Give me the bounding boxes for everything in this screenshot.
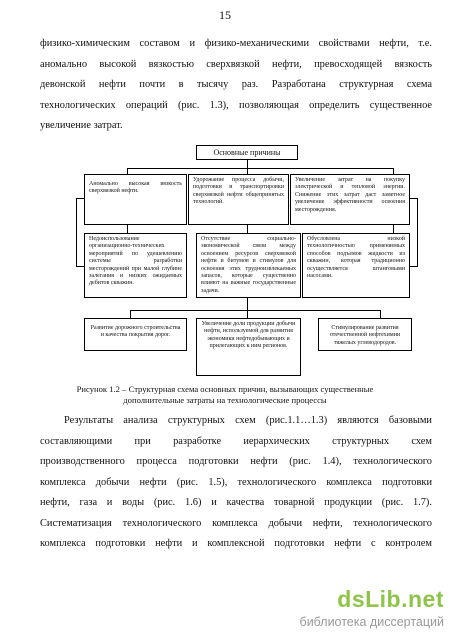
watermark-brand[interactable]: dsLib.net [337,586,444,612]
connector [247,159,248,168]
cause-box: Отсутствие социально-экономической связи между освоением ресурсов сверхвязкой нефти и битумов и стимулов для освоения этих трудноизвлекаемых запасов, которые существенно влияют на важные государственные задачи. [196,233,301,298]
body-line: Результаты анализа структурных схем (рис.1.1…1.3) являются базовыми [64,415,432,426]
connector [410,266,418,267]
page-number: 15 [219,8,231,22]
connector [380,310,381,318]
watermark[interactable] [254,586,444,632]
cause-box: Увеличение затрат на покупку электрической и тепловой энергии. Снижение этих затрат даст заметное увеличение эффективности освоения месторождения. [290,174,410,225]
cause-box: Недоиспользование организационно-технических мероприятий по удешевлению системы разработки месторождений при малой глубине залегания и низких ожидаемых дебитов скважин. [84,233,187,298]
cause-box: Удорожание процесса добычи, подготовки и транспортировки сверхвязкой нефти общепринятых технологий. [188,174,289,225]
intro-line: увеличение затрат. [40,120,123,131]
body-paragraph [40,411,432,555]
body-line: нефти, газа и воды (рис. 1.6) и качества товарной продукции (рис. 1.7). [40,497,432,508]
intro-line: физико-химическим составом и физико-механическими свойствами нефти, т.е. [40,38,432,49]
connector [127,168,394,169]
effect-box: Стимулирование развития отечественной нефтехимии тяжелых углеводородов. [318,318,412,351]
effect-box: Увеличение доли продукции добычи нефти, используемой для развития экономики нефтедобывающих и прилегающих к ним регионов. [196,318,301,376]
body-line: составляющими при разработке иерархических структурных схем [40,435,432,447]
connector [76,266,84,267]
connector [393,225,394,233]
connector [127,225,128,233]
body-line: комплекса подготовки нефти и комплексной подготовки нефти с контролем [40,538,432,549]
intro-line: девонской нефти почти в тысячу раз. Разработана структурная схема [40,79,432,90]
connector [130,310,131,318]
connector [417,198,418,266]
body-line: производственного процесса подготовки нефти (рис. 1.4), технологического [40,456,432,467]
body-line: комплекса добычи нефти (рис. 1.5), технологического комплекса подготовки [40,476,432,488]
watermark-tagline: библиотека диссертаций [299,615,444,629]
intro-line: технологических операций (рис. 1.3), позволяющая определить существенное [40,99,432,111]
connector [76,198,84,199]
diagram-title-box: Основные причины [196,145,298,160]
connector [247,225,248,233]
caption-line: дополнительные затраты на технологические процессы [123,395,327,405]
caption-line: Рисунок 1.2 – Структурная схема основных причин, вызывающих существенные [76,384,374,394]
body-line: Систематизация технологического комплекса добычи нефти, технологического [40,517,432,529]
connector [76,198,77,266]
connector [410,198,418,199]
effect-box: Развитие дорожного строительства и качества покрытия дорог. [84,318,187,351]
intro-paragraph [40,34,432,137]
cause-box: Обусловлена низкой технологичностью применяемых способов подъемов жидкости из скважин, которая традиционно осуществляется штанговыми насосами. [302,233,410,298]
cause-box: Аномально высокая вязкость сверхвязкой нефти. [84,174,187,225]
connector [130,310,380,311]
intro-line: аномально высокой вязкостью сверхвязкой нефти, превосходящей вязкость [40,58,432,70]
connector [247,298,248,318]
